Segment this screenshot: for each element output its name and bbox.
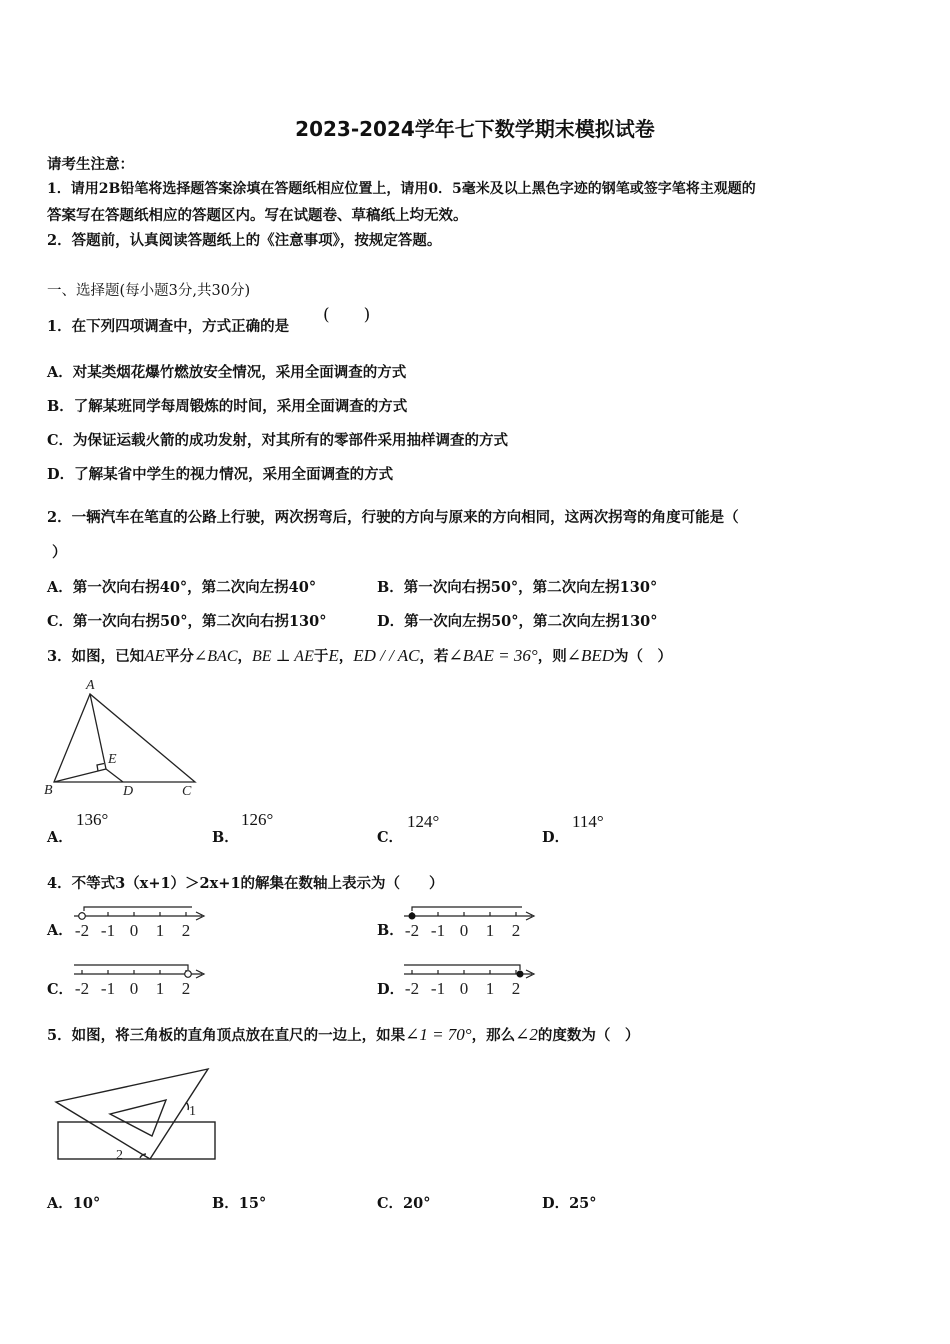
- q3-number: 3．如图，已知: [47, 648, 145, 665]
- q5-option-b-label: B．: [212, 1195, 239, 1212]
- notice-line-2: 2．答题前，认真阅读答题纸上的《注意事项》，按规定答题。: [47, 232, 442, 249]
- q3-if-word: ，若: [419, 648, 449, 665]
- q3-ed-parallel-ac: ED / / AC: [353, 646, 420, 665]
- q5-stem-part-2: ，那么: [471, 1027, 516, 1044]
- q5-option-c-label: C．: [377, 1195, 404, 1212]
- q3-ae: AE: [144, 646, 165, 665]
- q3-be-perp-ae: BE ⊥ AE: [252, 648, 314, 665]
- q3-stem: [47, 645, 672, 666]
- q5-option-c-value: 20°: [403, 1195, 431, 1212]
- tick-label: -1: [100, 921, 116, 940]
- tick-label: 0: [459, 979, 469, 998]
- q5-option-c: [377, 1192, 430, 1213]
- q3-comma-2: ，: [338, 648, 354, 665]
- q2-stem-end: ）: [52, 544, 67, 561]
- q3-at-word: 于: [313, 648, 329, 665]
- solution-bracket: [404, 965, 520, 970]
- angle-1-arc: [186, 1102, 188, 1110]
- tick-label: -1: [430, 979, 446, 998]
- tick-label: -2: [404, 921, 420, 940]
- q2-option-a: A．第一次向右拐40°，第二次向左拐40°: [47, 579, 317, 596]
- tick-label: 0: [129, 921, 139, 940]
- solution-bracket: [84, 907, 192, 911]
- q5-option-a-value: 10°: [72, 1195, 101, 1212]
- q3-option-d-label: D．: [542, 829, 570, 846]
- q5-angle-1: ∠1 = 70°: [405, 1025, 472, 1044]
- set-square-inner: [110, 1100, 166, 1136]
- q3-option-b-label: B．: [212, 829, 239, 846]
- q3-option-c-value: 124°: [407, 812, 440, 831]
- q3-bisect-word: 平分: [164, 648, 194, 665]
- tick-label: -1: [100, 979, 116, 998]
- q5-angle-2: ∠2: [515, 1025, 538, 1044]
- solid-dot: [517, 971, 524, 978]
- q3-option-a-label: A．: [47, 829, 73, 846]
- tick-label: 2: [511, 921, 521, 940]
- q1-stem: 1．在下列四项调查中，方式正确的是: [47, 318, 290, 335]
- q5-stem: [47, 1024, 639, 1045]
- solid-dot: [409, 913, 416, 920]
- label-e: E: [108, 752, 117, 767]
- solution-bracket: [412, 907, 522, 911]
- q2-option-d: D．第一次向左拐50°，第二次向左拐130°: [377, 613, 658, 630]
- q3-is-word: 为（ ）: [614, 648, 672, 665]
- notice-heading: 请考生注意：: [47, 156, 134, 173]
- tick-label: 0: [129, 979, 139, 998]
- set-square-outer: [56, 1069, 208, 1159]
- q3-comma: ，: [237, 648, 252, 665]
- q3-bed: ∠BED: [566, 646, 614, 665]
- q3-bac: ∠BAC: [193, 648, 238, 665]
- q1-option-a: A．对某类烟花爆竹燃放安全情况，采用全面调查的方式: [47, 364, 407, 381]
- q2-option-b: B．第一次向右拐50°，第二次向左拐130°: [377, 579, 658, 596]
- q4-option-d-label: D．: [377, 981, 405, 998]
- q2-stem: 2．一辆汽车在笔直的公路上行驶，两次拐弯后，行驶的方向与原来的方向相同，这两次拐弯的角度可能是（: [47, 509, 739, 526]
- tick-label: 2: [511, 979, 521, 998]
- label-d: D: [123, 784, 134, 799]
- q3-option-a-value: 136°: [76, 810, 109, 829]
- q2-option-c: C．第一次向右拐50°，第二次向右拐130°: [47, 613, 327, 630]
- tick-label: 0: [459, 921, 469, 940]
- q1-option-d: D．了解某省中学生的视力情况，采用全面调查的方式: [47, 466, 394, 483]
- q1-option-c: C．为保证运载火箭的成功发射，对其所有的零部件采用抽样调查的方式: [47, 432, 509, 449]
- q4-number-line-a: [68, 900, 213, 942]
- q4-number-line-d: [398, 958, 543, 1000]
- q4-number-line-b: [398, 900, 543, 942]
- q5-option-b: [212, 1192, 266, 1213]
- q3-option-c-label: C．: [377, 829, 404, 846]
- open-dot: [185, 971, 192, 978]
- tick-label: 1: [485, 979, 495, 998]
- q5-option-d: [542, 1192, 597, 1213]
- q1-paren: ( ): [323, 305, 371, 325]
- label-b: B: [44, 783, 53, 798]
- q4-option-a-label: A．: [47, 922, 73, 939]
- tick-label: 2: [181, 921, 191, 940]
- tick-label: 1: [155, 921, 165, 940]
- q5-option-b-value: 15°: [238, 1195, 267, 1212]
- q5-option-d-label: D．: [542, 1195, 570, 1212]
- q3-then-word: ，则: [537, 648, 567, 665]
- tick-label: 2: [181, 979, 191, 998]
- q4-option-c-label: C．: [47, 981, 74, 998]
- q5-stem-part-1: 5．如图，将三角板的直角顶点放在直尺的一边上，如果: [47, 1027, 406, 1044]
- q5-option-a-label: A．: [47, 1195, 73, 1212]
- q4-option-b-label: B．: [377, 922, 404, 939]
- q4-stem: 4．不等式3（x+1）＞2x+1的解集在数轴上表示为（ ）: [47, 875, 444, 892]
- tick-label: -1: [430, 921, 446, 940]
- section-heading: 一、选择题(每小题3分,共30分): [47, 283, 251, 299]
- q5-option-a: [47, 1192, 100, 1213]
- label-angle-1: 1: [189, 1104, 196, 1119]
- q3-bae: ∠BAE = 36°: [448, 646, 538, 665]
- q5-option-d-value: 25°: [569, 1195, 597, 1212]
- tick-label: 1: [155, 979, 165, 998]
- q1-option-b: B．了解某班同学每周锻炼的时间，采用全面调查的方式: [47, 398, 408, 415]
- open-dot: [79, 913, 86, 920]
- q5-ruler-triangle-figure: [50, 1062, 225, 1167]
- label-angle-2: 2: [116, 1148, 123, 1163]
- q3-option-b-value: 126°: [241, 810, 274, 829]
- q3-option-d-value: 114°: [572, 812, 604, 831]
- notice-line-1b: 答案写在答题纸相应的答题区内。写在试题卷、草稿纸上均无效。: [47, 207, 468, 224]
- triangle-abc: [54, 694, 195, 782]
- q3-e: E: [328, 646, 339, 665]
- solution-bracket: [74, 965, 188, 970]
- page-title: 2023-2024学年七下数学期末模拟试卷: [295, 117, 655, 141]
- notice-line-1: 1．请用2B铅笔将选择题答案涂填在答题纸相应位置上，请用0．5毫米及以上黑色字迹的钢笔或签字笔将主观题的: [47, 181, 756, 197]
- tick-label: 1: [485, 921, 495, 940]
- label-a: A: [86, 678, 95, 693]
- tick-label: -2: [74, 979, 90, 998]
- q3-triangle-figure: [40, 676, 210, 801]
- q5-stem-part-3: 的度数为（ ）: [537, 1027, 640, 1044]
- label-c: C: [182, 784, 192, 799]
- tick-label: -2: [404, 979, 420, 998]
- segment-ed: [106, 769, 123, 782]
- tick-label: -2: [74, 921, 90, 940]
- q4-number-line-c: [68, 958, 213, 1000]
